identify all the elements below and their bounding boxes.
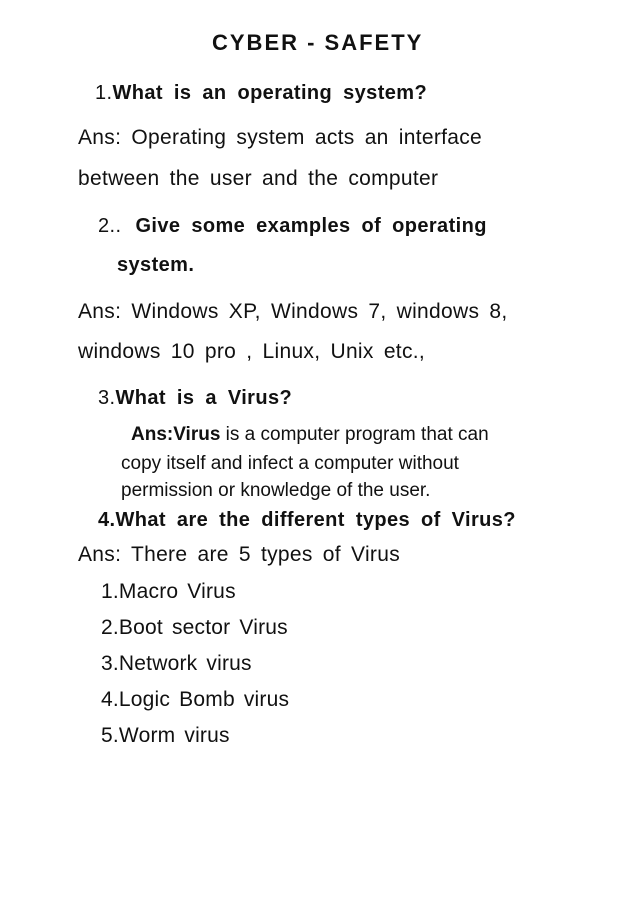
answer-2-line-2: windows 10 pro , Linux, Unix etc., (78, 340, 426, 363)
page-title: CYBER - SAFETY (212, 30, 424, 55)
answer-3-line-3: permission or knowledge of the user. (121, 480, 431, 501)
answer-1-line-2: between the user and the computer (78, 167, 439, 190)
list-item: 5.Worm virus (101, 724, 230, 747)
question-4-text: What are the different types of Virus? (115, 509, 516, 531)
question-2-number: 2.. (98, 215, 122, 237)
question-3-number: 3. (98, 387, 116, 409)
question-2 (98, 215, 487, 238)
question-4 (98, 509, 516, 532)
list-item: 3.Network virus (101, 652, 252, 675)
list-item: 4.Logic Bomb virus (101, 688, 290, 711)
question-1-number: 1. (95, 82, 113, 104)
question-2-text-line-1: Give some examples of operating (135, 215, 487, 237)
question-3-text: What is a Virus? (115, 387, 293, 409)
question-3 (98, 387, 292, 410)
question-1-text: What is an operating system? (112, 82, 428, 104)
answer-1-line-1: Ans: Operating system acts an interface (78, 126, 483, 149)
answer-3-line-1 (131, 424, 489, 446)
question-2-text-line-2: system. (117, 254, 195, 276)
answer-2-line-1: Ans: Windows XP, Windows 7, windows 8, (78, 300, 508, 323)
list-item: 2.Boot sector Virus (101, 616, 288, 639)
answer-3-lead: Ans:Virus (131, 424, 221, 445)
answer-3-line-2: copy itself and infect a computer without (121, 453, 459, 474)
answer-3-line-1-rest: is a computer program that can (220, 424, 489, 445)
question-4-number: 4. (98, 509, 116, 531)
list-item: 1.Macro Virus (101, 580, 236, 603)
question-1 (95, 82, 427, 105)
answer-4-intro: Ans: There are 5 types of Virus (78, 543, 401, 566)
